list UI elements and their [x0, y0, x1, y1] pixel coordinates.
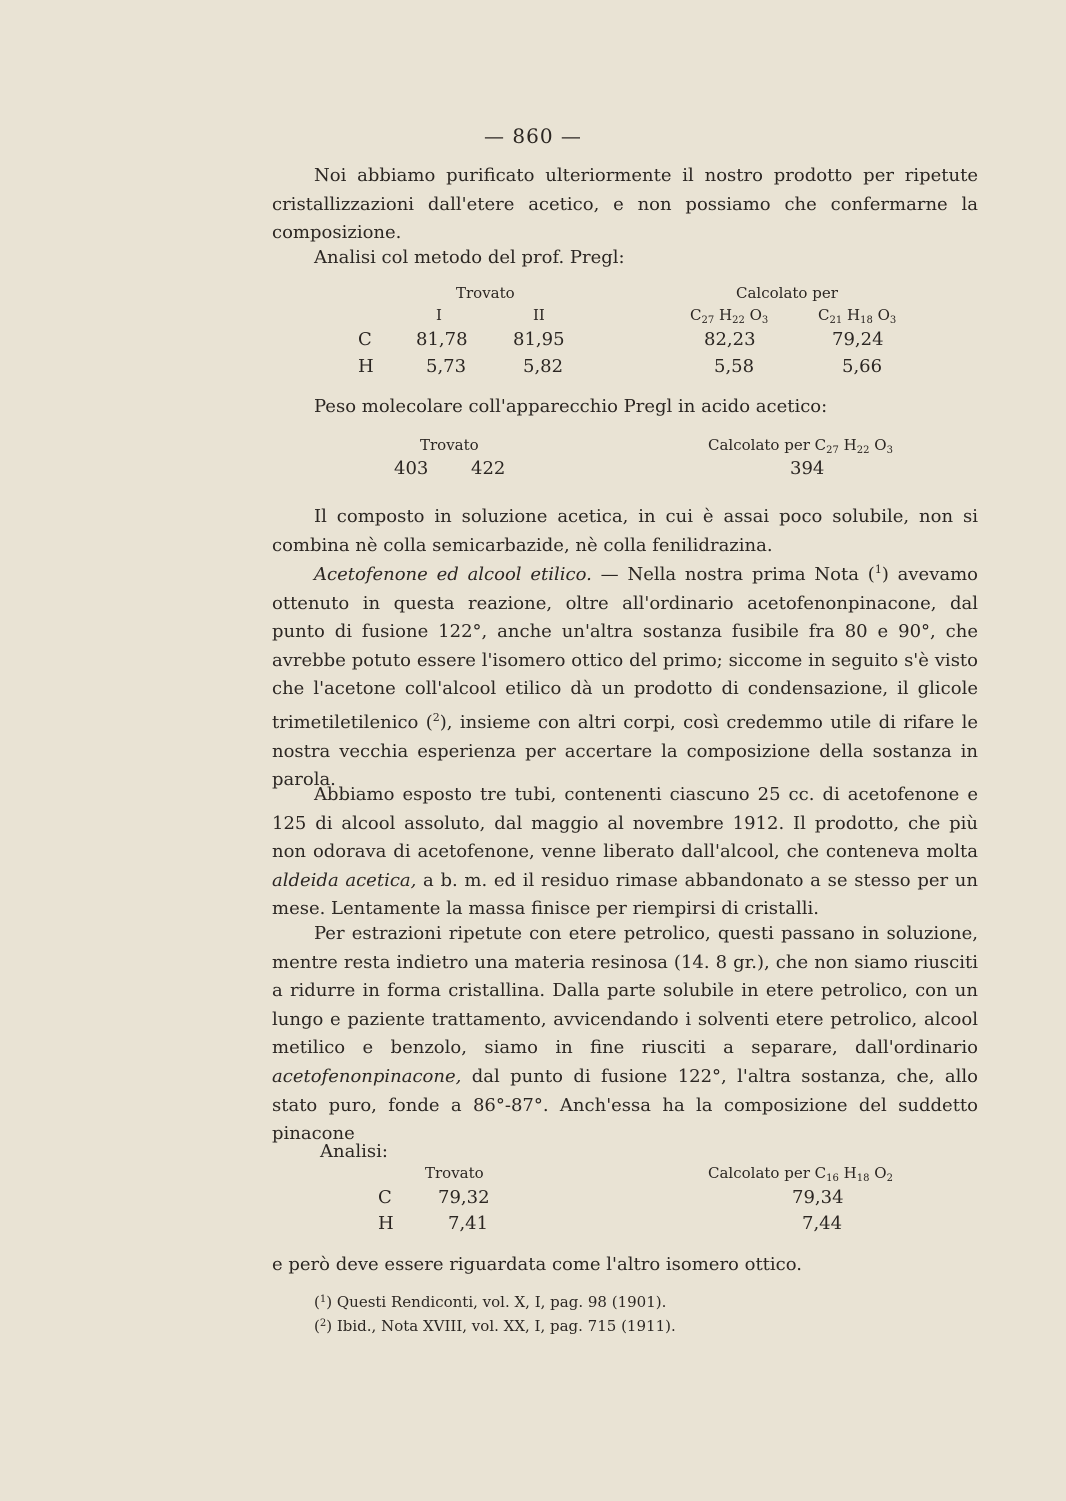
row-element: C: [358, 329, 372, 350]
value: 422: [471, 458, 506, 479]
value: 5,58: [714, 356, 755, 377]
value: 79,34: [792, 1187, 844, 1208]
peso-label: Peso molecolare coll'apparecchio Pregl in acido acetico:: [314, 396, 828, 417]
footnote-2: ($^2$) Ibid., Nota XVIII, vol. XX, I, pag. 715 (1911).: [314, 1317, 676, 1335]
value: 7,41: [448, 1213, 489, 1234]
header-trovato: Trovato: [420, 436, 479, 454]
paragraph-2: Il composto in soluzione acetica, in cui è assai poco solubile, non si combina nè colla semicarbazide, nè colla fenilidrazina.: [272, 506, 978, 556]
value: 394: [790, 458, 825, 479]
row-element: C: [378, 1187, 392, 1208]
value: 81,95: [513, 329, 565, 350]
header-calcolato: Calcolato per: [736, 284, 838, 302]
header-calcolato: Calcolato per $C_{16}$ $H_{18}$ $O_2$: [708, 1164, 893, 1184]
formula-1: $C_{27}$ $H_{22}$ $O_3$: [690, 306, 769, 326]
value: 82,23: [704, 329, 756, 350]
header-trovato: Trovato: [425, 1164, 484, 1182]
row-element: H: [358, 356, 374, 377]
paragraph-5: Per estrazioni ripetute con etere petrolico, questi passano in soluzione, mentre resta indietro una materia resinosa (14. 8 gr.), che non siamo riusciti a ridurre in forma cristallina. Dalla parte solubile in etere petrolico, con un lungo e paziente trattamento, avvicendando i solventi etere petrolico, alcool metilico e benzolo, siamo in fine riusciti a separare, dall'ordinario acetofenonpinacone, dal punto di fusione 122°, l'altra sostanza, che, allo stato puro, fonde a 86°-87°. Anch'essa ha la composizione del suddetto pinacone: [272, 923, 978, 1145]
footnote-1: ($^1$) Questi Rendiconti, vol. X, I, pag. 98 (1901).: [314, 1293, 667, 1311]
analisi-label: Analisi col metodo del prof. Pregl:: [314, 247, 625, 268]
paragraph-6: e però deve essere riguardata come l'altro isomero ottico.: [272, 1254, 802, 1275]
value: 79,32: [438, 1187, 490, 1208]
header-col-I: I: [436, 306, 442, 324]
header-trovato: Trovato: [456, 284, 515, 302]
header-col-II: II: [533, 306, 545, 324]
value: 81,78: [416, 329, 468, 350]
formula-2: $C_{21}$ $H_{18}$ $O_3$: [818, 306, 897, 326]
header-calcolato: Calcolato per $C_{27}$ $H_{22}$ $O_3$: [708, 436, 893, 456]
value: 5,82: [523, 356, 564, 377]
value: 403: [394, 458, 429, 479]
page-number: — 860 —: [484, 124, 582, 148]
value: 5,73: [426, 356, 467, 377]
paragraph-1: Noi abbiamo purificato ulteriormente il nostro prodotto per ripetute cristallizzazioni dall'etere acetico, e non possiamo che confermarne la composizione.: [272, 165, 978, 244]
value: 5,66: [842, 356, 883, 377]
row-element: H: [378, 1213, 394, 1234]
paragraph-4: Abbiamo esposto tre tubi, contenenti ciascuno 25 cc. di acetofenone e 125 di alcool assoluto, dal maggio al novembre 1912. Il prodotto, che più non odorava di acetofenone, venne liberato dall'alcool, che conteneva molta aldeida acetica, a b. m. ed il residuo rimase abbandonato a se stesso per un mese. Lentamente la massa finisce per riempirsi di cristalli.: [272, 784, 978, 920]
analisi-label-2: Analisi:: [320, 1141, 388, 1162]
value: 7,44: [802, 1213, 843, 1234]
value: 79,24: [832, 329, 884, 350]
paragraph-3: Acetofenone ed alcool etilico. — Nella nostra prima Nota ($^1$) avevamo ottenuto in questa reazione, oltre all'ordinario acetofenonpinacone, dal punto di fusione 122°, anche un'altra sostanza fusibile fra 80 e 90°, che avrebbe potuto essere l'isomero ottico del primo; siccome in seguito s'è visto che l'acetone coll'alcool etilico dà un prodotto di condensazione, il glicole trimetiletilenico ($^2$), insieme con altri corpi, così credemmo utile di rifare le nostra vecchia esperienza per accertare la composizione della sostanza in parola.: [272, 563, 978, 791]
